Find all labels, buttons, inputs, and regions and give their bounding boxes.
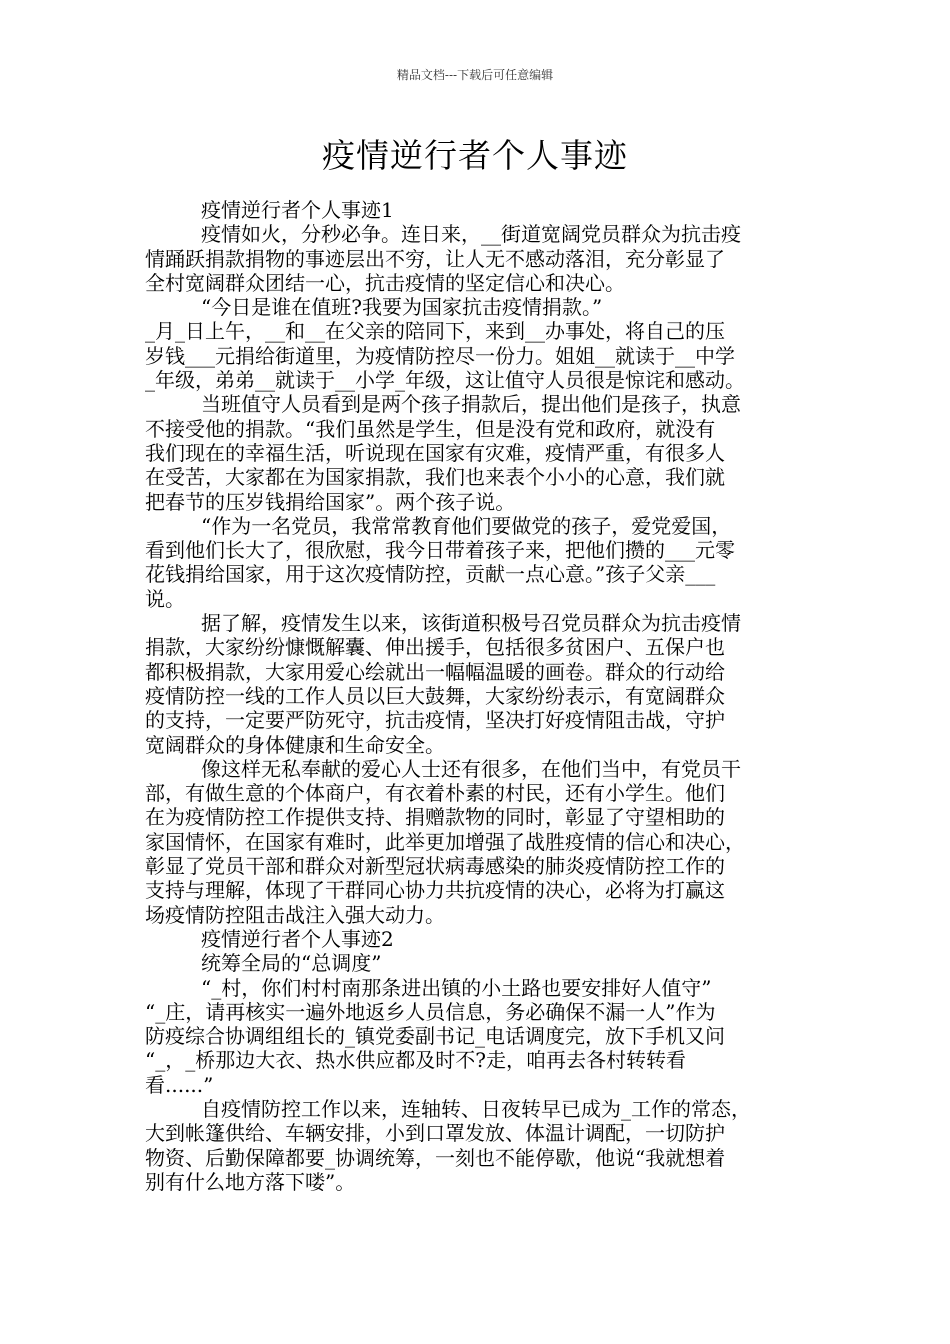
text-line: 家国情怀，在国家有难时，此举更加增强了战胜疫情的信心和决心， <box>145 829 745 854</box>
text-line: 防疫综合协调组组长的_镇党委副书记_电话调度完，放下手机又问 <box>145 1024 725 1049</box>
text-line: 说。 <box>145 586 185 611</box>
text-line: 部，有做生意的个体商户，有衣着朴素的村民，还有小学生。他们 <box>145 781 725 806</box>
text-line: 当班值守人员看到是两个孩子捐款后，提出他们是孩子，执意 <box>201 392 741 417</box>
document-body <box>145 198 813 1194</box>
text-line: “今日是谁在值班?我要为国家抗击疫情捐款。” <box>201 295 603 320</box>
text-line: 全村宽阔群众团结一心，抗击疫情的坚定信心和决心。 <box>145 270 625 295</box>
text-line: 的支持，一定要严防死守，抗击疫情，坚决打好疫情阻击战，守护 <box>145 708 725 733</box>
text-line: 看......” <box>145 1072 214 1097</box>
text-line: 场疫情防控阻击战注入强大动力。 <box>145 902 445 927</box>
text-line: “_村，你们村村南那条进出镇的小土路也要安排好人值守” <box>201 975 712 1000</box>
text-line: 捐款，大家纷纷慷慨解囊、伸出援手，包括很多贫困户、五保户也 <box>145 635 725 660</box>
text-line: “_，_桥那边大衣、热水供应都及时不?走，咱再去各村转转看 <box>145 1048 686 1073</box>
text-line: 疫情如火，分秒必争。连日来，__街道宽阔党员群众为抗击疫 <box>201 222 741 247</box>
text-line: 宽阔群众的身体健康和生命安全。 <box>145 732 445 757</box>
text-line: 岁钱___元捐给街道里，为疫情防控尽一份力。姐姐__就读于__中学 <box>145 343 735 368</box>
text-line: 不接受他的捐款。“我们虽然是学生，但是没有党和政府，就没有 <box>145 416 716 441</box>
text-line: 物资、后勤保障都要_协调统筹，一刻也不能停歇，他说“我就想着 <box>145 1145 726 1170</box>
text-line: 情踊跃捐款捐物的事迹层出不穷，让人无不感动落泪，充分彰显了 <box>145 246 725 271</box>
text-line: 彰显了党员干部和群众对新型冠状病毒感染的肺炎疫情防控工作的 <box>145 854 725 879</box>
text-line: _月_日上午，__和__在父亲的陪同下，来到__办事处，将自己的压 <box>145 319 725 344</box>
text-line: 自疫情防控工作以来，连轴转、日夜转早已成为_工作的常态， <box>201 1096 751 1121</box>
text-line: 像这样无私奉献的爱心人士还有很多，在他们当中，有党员干 <box>201 756 741 781</box>
text-line: 据了解，疫情发生以来，该街道积极号召党员群众为抗击疫情 <box>201 611 741 636</box>
text-line: _年级，弟弟__就读于__小学_年级，这让值守人员很是惊诧和感动。 <box>145 368 745 393</box>
text-line: 统筹全局的“总调度” <box>201 951 382 976</box>
text-line: 疫情逆行者个人事迹1 <box>201 198 394 222</box>
text-line: 支持与理解，体现了干群同心协力共抗疫情的决心，必将为打赢这 <box>145 878 725 903</box>
text-line: 疫情逆行者个人事迹2 <box>201 926 394 951</box>
text-line: 我们现在的幸福生活，听说现在国家有灾难，疫情严重，有很多人 <box>145 440 725 465</box>
text-line: 大到帐篷供给、车辆安排，小到口罩发放、体温计调配，一切防护 <box>145 1121 725 1146</box>
text-line: 在为疫情防控工作提供支持、捐赠款物的同时，彰显了守望相助的 <box>145 805 725 830</box>
text-line: 疫情防控一线的工作人员以巨大鼓舞，大家纷纷表示，有宽阔群众 <box>145 683 725 708</box>
text-line: 在受苦，大家都在为国家捐款，我们也来表个小小的心意，我们就 <box>145 465 725 490</box>
text-line: 把春节的压岁钱捐给国家”。两个孩子说。 <box>145 489 516 514</box>
text-line: 看到他们长大了，很欣慰，我今日带着孩子来，把他们攒的___元零 <box>145 538 735 563</box>
header-note: 精品文档---下载后可任意编辑 <box>396 68 554 82</box>
document-title: 疫情逆行者个人事迹 <box>322 136 628 175</box>
text-line: 都积极捐款，大家用爱心绘就出一幅幅温暖的画卷。群众的行动给 <box>145 659 725 684</box>
text-line: “_庄，请再核实一遍外地返乡人员信息，务必确保不漏一人”作为 <box>145 999 716 1024</box>
text-line: 别有什么地方落下喽”。 <box>145 1169 356 1194</box>
text-line: 花钱捐给国家，用于这次疫情防控，贡献一点心意。”孩子父亲___ <box>145 562 716 587</box>
text-line: “作为一名党员，我常常教育他们要做党的孩子，爱党爱国， <box>201 513 732 538</box>
